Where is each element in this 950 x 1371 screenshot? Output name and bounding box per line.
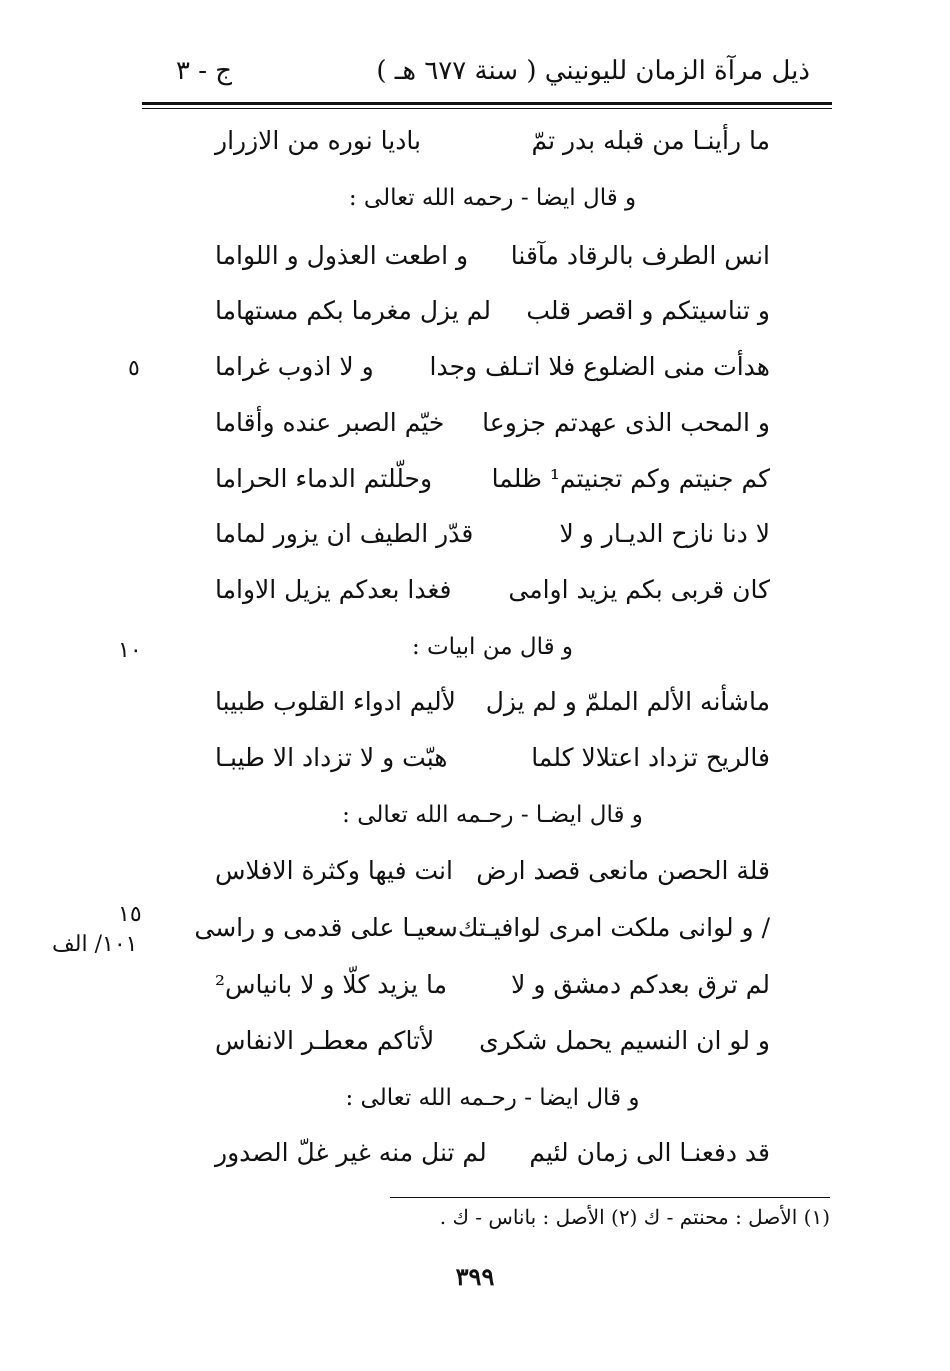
hemistich-second: ما يزيد كلّا و لا بانياس²	[215, 970, 447, 999]
poem-heading: و قال من ابيات :	[411, 634, 574, 660]
verse-line	[215, 243, 770, 268]
hemistich-first: / و لوانى ملكت امرى لوافيـتك	[457, 913, 770, 942]
verse-line	[194, 913, 770, 942]
verse-line	[215, 972, 770, 997]
verse-line	[215, 858, 770, 883]
hemistich-first: هدأت منى الضلوع فلا اتـلف وجدا	[429, 352, 770, 381]
poem-heading: و قال ايضا - رحـمه الله تعالى :	[345, 1085, 640, 1111]
footnote-rule	[390, 1197, 830, 1198]
volume-label: ج - ٣	[176, 56, 233, 86]
hemistich-second: سعيـا على قدمى و راسى	[194, 913, 458, 942]
running-title: ذيل مرآة الزمان لليونيني ( سنة ٦٧٧ هـ )	[376, 56, 810, 86]
hemistich-first: و المحب الذى عهدتم جزوعا	[482, 408, 770, 437]
hemistich-first: لم ترق بعدكم دمشق و لا	[511, 970, 770, 999]
poem-heading: و قال ايضا - رحمه الله تعالى :	[348, 185, 637, 211]
footnote: (١) الأصل : محنتم - ك (٢) الأصل : باناس - ك .	[439, 1205, 830, 1229]
line-number-5: ٥	[128, 356, 140, 381]
verse-line	[215, 354, 770, 379]
verse-line	[215, 1140, 770, 1165]
verse-line	[215, 689, 770, 714]
hemistich-first: فالريح تزداد اعتلالا كلما	[531, 743, 770, 772]
verse-line	[215, 298, 770, 323]
poem-heading: و قال ايضـا - رحـمه الله تعالى :	[342, 802, 643, 828]
hemistich-first: لا دنا نازح الديـار و لا	[559, 519, 770, 548]
hemistich-second: فغدا بعدكم يزيل الاواما	[215, 575, 452, 604]
hemistich-second: هبّت و لا تزداد الا طيبـا	[215, 743, 448, 772]
line-number-15: ١٥	[118, 902, 142, 927]
hemistich-first: و تناسيتكم و اقصر قلب	[526, 296, 770, 325]
hemistich-first: قد دفعنـا الى زمان لئيم	[529, 1138, 770, 1167]
hemistich-second: لم تنل منه غير غلّ الصدور	[215, 1138, 487, 1167]
hemistich-second: انت فيها وكثرة الافلاس	[215, 856, 453, 885]
hemistich-first: كان قربى بكم يزيد اوامى	[508, 575, 770, 604]
hemistich-second: لأتاكم معطـر الانفاس	[215, 1026, 435, 1055]
hemistich-second: خيّم الصبر عنده وأقاما	[215, 408, 445, 437]
verse-line	[215, 128, 770, 153]
hemistich-first: قلة الحصن مانعى قصد ارض	[476, 856, 770, 885]
verse-line	[215, 521, 770, 546]
hemistich-second: لأليم ادواء القلوب طبيبا	[215, 687, 456, 716]
verse-line	[215, 410, 770, 435]
folio-marker: ١٠١/ الف	[52, 932, 138, 957]
hemistich-first: انس الطرف بالرقاد مآقنا	[510, 241, 770, 270]
hemistich-first: ما رأينـا من قبله بدر تمّ	[531, 126, 770, 155]
hemistich-second: قدّر الطيف ان يزور لماما	[215, 519, 474, 548]
line-number-10: ١٠	[118, 638, 142, 663]
hemistich-first: كم جنيتم وكم تجنيتم¹ ظلما	[491, 464, 770, 493]
verse-line	[215, 577, 770, 602]
hemistich-second: وحلّلتم الدماء الحراما	[215, 464, 433, 493]
verse-line	[215, 745, 770, 770]
page-number: ٣٩٩	[455, 1262, 495, 1291]
hemistich-second: باديا نوره من الازرار	[215, 126, 421, 155]
hemistich-first: و لو ان النسيم يحمل شكرى	[479, 1026, 770, 1055]
hemistich-second: لم يزل مغرما بكم مستهاما	[215, 296, 492, 325]
verse-line	[215, 1028, 770, 1053]
header-rule	[142, 102, 832, 105]
header-rule-thin	[142, 108, 832, 109]
hemistich-second: و لا اذوب غراما	[215, 352, 374, 381]
verse-line	[215, 466, 770, 491]
hemistich-second: و اطعت العذول و اللواما	[215, 241, 469, 270]
hemistich-first: ماشأنه الألم الملمّ و لم يزل	[485, 687, 770, 716]
